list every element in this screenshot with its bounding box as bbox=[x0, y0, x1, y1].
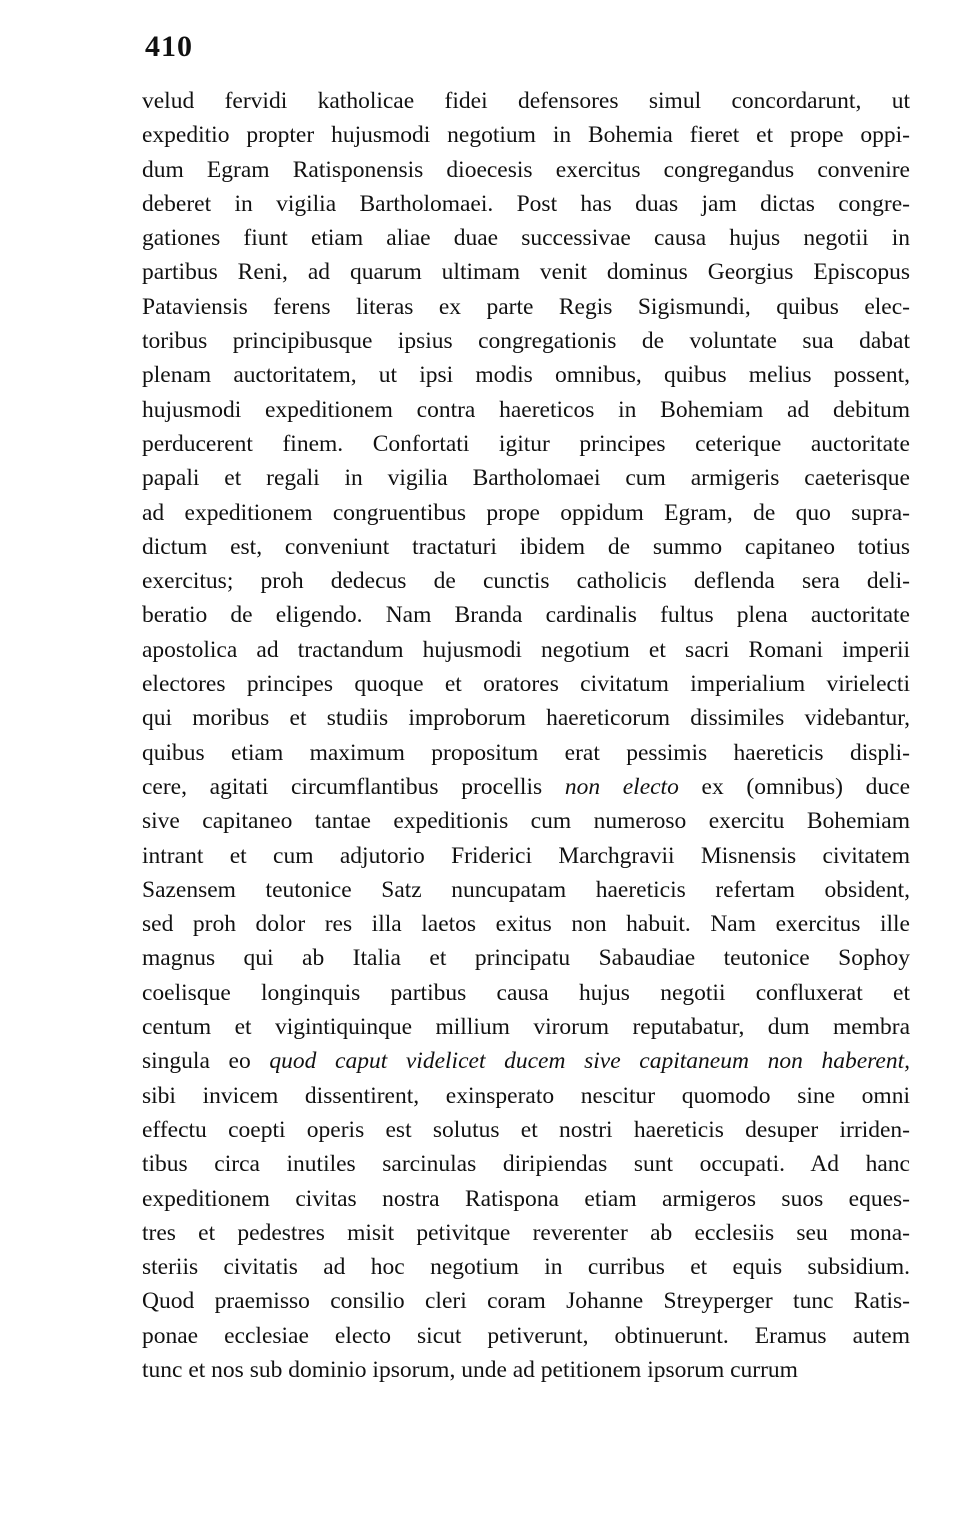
text-line: perducerent finem. Confortati igitur principes ceterique auctoritate bbox=[142, 430, 910, 457]
text-line: apostolica ad tractandum hujusmodi negotium et sacri Romani imperii bbox=[142, 636, 910, 663]
text-line: qui moribus et studiis improborum haereticorum dissimiles videbantur, bbox=[142, 705, 910, 732]
text-line: electores principes quoque et oratores civitatum imperialium virielecti bbox=[142, 671, 910, 698]
italic-phrase: non electo bbox=[564, 773, 679, 800]
text-line: dictum est, conveniunt tractaturi ibidem de summo capitaneo totius bbox=[142, 533, 910, 560]
text-line bbox=[142, 1044, 910, 1078]
text-line: expeditio propter hujusmodi negotium in Bohemia fieret et prope oppi- bbox=[142, 122, 910, 149]
text-line: beratio de eligendo. Nam Branda cardinalis fultus plena auctoritate bbox=[142, 602, 910, 629]
text-segment: singula eo bbox=[142, 1048, 251, 1075]
text-line: effectu coepti operis est solutus et nostri haereticis desuper irriden- bbox=[142, 1116, 910, 1143]
text-line: dum Egram Ratisponensis dioecesis exercitus congregandus convenire bbox=[142, 156, 910, 183]
text-line bbox=[142, 770, 910, 804]
text-line: quibus etiam maximum propositum erat pessimis haereticis displi- bbox=[142, 739, 910, 766]
text-line: coelisque longinquis partibus causa hujus negotii confluxerat et bbox=[142, 979, 910, 1006]
text-line: toribus principibusque ipsius congregationis de voluntate sua dabat bbox=[142, 328, 910, 355]
text-line: tunc et nos sub dominio ipsorum, unde ad petitionem ipsorum currum bbox=[142, 1356, 798, 1383]
text-line: sibi invicem dissentirent, exinsperato nescitur quomodo sine omni bbox=[142, 1082, 910, 1109]
text-line: expeditionem civitas nostra Ratispona etiam armigeros suos eques- bbox=[142, 1185, 910, 1212]
text-line: gationes fiunt etiam aliae duae successivae causa hujus negotii in bbox=[142, 225, 910, 252]
text-line: sed proh dolor res illa laetos exitus non habuit. Nam exercitus ille bbox=[142, 911, 910, 938]
text-line: intrant et cum adjutorio Friderici Marchgravii Misnensis civitatem bbox=[142, 842, 910, 869]
text-line: ad expeditionem congruentibus prope oppidum Egram, de quo supra- bbox=[142, 499, 910, 526]
text-segment: ex (omnibus) duce bbox=[701, 773, 911, 800]
text-segment: cere, agitati circumflantibus procellis bbox=[142, 773, 543, 800]
text-line: centum et vigintiquinque millium virorum reputabatur, dum membra bbox=[142, 1014, 910, 1041]
text-line: partibus Reni, ad quarum ultimam venit dominus Georgius Episcopus bbox=[142, 259, 910, 286]
body-text bbox=[142, 84, 910, 1387]
text-line: tres et pedestres misit petivitque reverenter ab ecclesiis seu mona- bbox=[142, 1219, 910, 1246]
text-line: papali et regali in vigilia Bartholomaei cum armigeris caeterisque bbox=[142, 465, 910, 492]
text-line: Pataviensis ferens literas ex parte Regis Sigismundi, quibus elec- bbox=[142, 293, 910, 320]
text-line: plenam auctoritatem, ut ipsi modis omnibus, quibus melius possent, bbox=[142, 362, 910, 389]
text-line: exercitus; proh dedecus de cunctis catholicis deflenda sera deli- bbox=[142, 568, 910, 595]
text-line: tibus circa inutiles sarcinulas diripiendas sunt occupati. Ad hanc bbox=[142, 1151, 910, 1178]
text-line: magnus qui ab Italia et principatu Sabaudiae teutonice Sophoy bbox=[142, 945, 910, 972]
text-line: deberet in vigilia Bartholomaei. Post has duas jam dictas congre- bbox=[142, 190, 910, 217]
text-line: ponae ecclesiae electo sicut petiverunt, obtinuerunt. Eramus autem bbox=[142, 1322, 910, 1349]
text-line: sive capitaneo tantae expeditionis cum numeroso exercitu Bohemiam bbox=[142, 808, 910, 835]
text-line: hujusmodi expeditionem contra haereticos in Bohemiam ad debitum bbox=[142, 396, 910, 423]
text-line: Quod praemisso consilio cleri coram Johanne Streyperger tunc Ratis- bbox=[142, 1288, 910, 1315]
italic-phrase: quod caput videlicet ducem sive capitaneum non haberent, bbox=[269, 1048, 911, 1075]
text-line: steriis civitatis ad hoc negotium in curribus et equis subsidium. bbox=[142, 1254, 910, 1281]
text-line: velud fervidi katholicae fidei defensores simul concordarunt, ut bbox=[142, 88, 910, 114]
text-line: Sazensem teutonice Satz nuncupatam haereticis refertam obsident, bbox=[142, 876, 910, 903]
page-number: 410 bbox=[145, 30, 193, 63]
